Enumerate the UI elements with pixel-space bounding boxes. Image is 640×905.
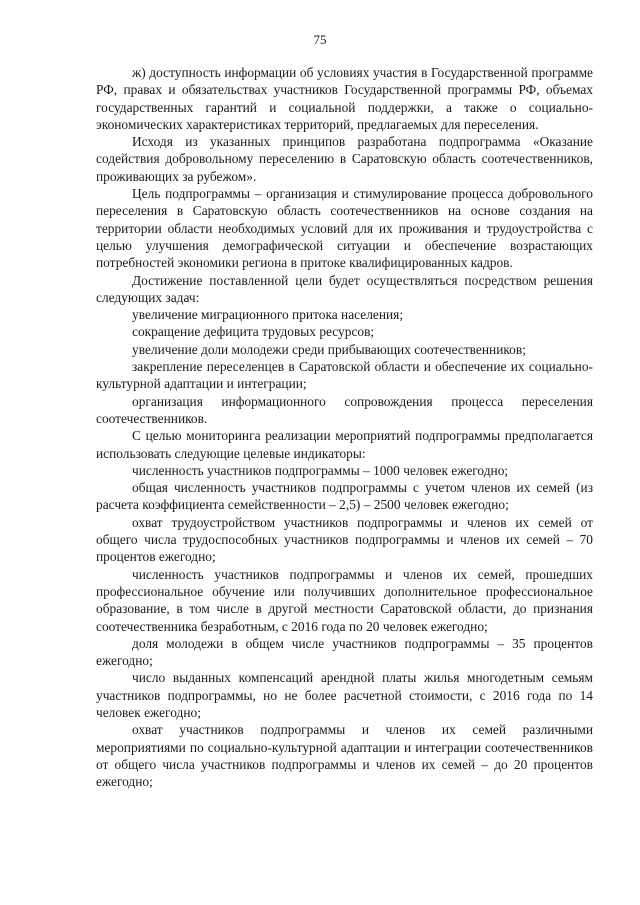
indicator-item: численность участников подпрограммы и членов их семей, прошедших профессиональное обучение или получивших дополнительное профессиональное образование, в том числе в другой местности Саратовской области, до признания соотечественника безработным, с 2016 года по 20 человек ежегодно;	[96, 566, 593, 634]
indicator-item: число выданных компенсаций арендной платы жилья многодетным семьям участников подпрограммы, но не более расчетной стоимости, с 2016 года по 14 человек ежегодно;	[96, 670, 593, 720]
task-item: организация информационного сопровождения процесса переселения соотечественников.	[96, 393, 593, 426]
indicator-item: охват трудоустройством участников подпрограммы и членов их семей от общего числа трудоспособных участников подпрограммы и членов их семей – 70 процентов ежегодно;	[96, 514, 593, 565]
indicator-item: численность участников подпрограммы – 1000 человек ежегодно;	[132, 462, 509, 478]
task-item: увеличение миграционного притока населения;	[132, 307, 404, 323]
paragraph-indicators-intro: С целью мониторинга реализации мероприятий подпрограммы предполагается использовать следующие целевые индикаторы:	[96, 428, 593, 461]
paragraph-item-zh: ж) доступность информации об условиях участия в Государственной программе РФ, правах и обязательствах участников Государственной программы РФ, объемах государственных гарантий и социальной поддержки, а также о социально-экономических характеристиках территорий, предлагаемых для переселения.	[96, 65, 593, 132]
body-text	[96, 64, 593, 790]
paragraph-subprogram-name: Исходя из указанных принципов разработана подпрограмма «Оказание содействия добровольному переселению в Саратовскую область соотечественников, проживающих за рубежом».	[96, 134, 593, 184]
indicator-item: доля молодежи в общем числе участников подпрограммы – 35 процентов ежегодно;	[96, 635, 593, 669]
paragraph-tasks-intro: Достижение поставленной цели будет осуществляться посредством решения следующих задач:	[96, 272, 593, 305]
paragraph-goal: Цель подпрограммы – организация и стимулирование процесса добровольного переселения в Саратовскую область соотечественников на основе создания на территории области необходимых условий для их проживания и трудоустройства с целью улучшения демографической ситуации и обеспечение возрастающих потребностей экономики региона в притоке квалифицированных кадров.	[96, 186, 593, 271]
indicator-item: охват участников подпрограммы и членов их семей различными мероприятиями по социально-культурной адаптации и интеграции соотечественников от общего числа участников подпрограммы и членов их семей – до 20 процентов ежегодно;	[96, 722, 593, 790]
indicator-item: общая численность участников подпрограммы с учетом членов их семей (из расчета коэффициента семейственности – 2,5) – 2500 человек ежегодно;	[96, 480, 593, 513]
page-number: 75	[313, 32, 327, 47]
task-item: сокращение дефицита трудовых ресурсов;	[132, 324, 375, 340]
task-item: увеличение доли молодежи среди прибывающих соотечественников;	[132, 341, 526, 357]
task-item: закрепление переселенцев в Саратовской области и обеспечение их социально-культурной адаптации и интеграции;	[96, 359, 593, 392]
